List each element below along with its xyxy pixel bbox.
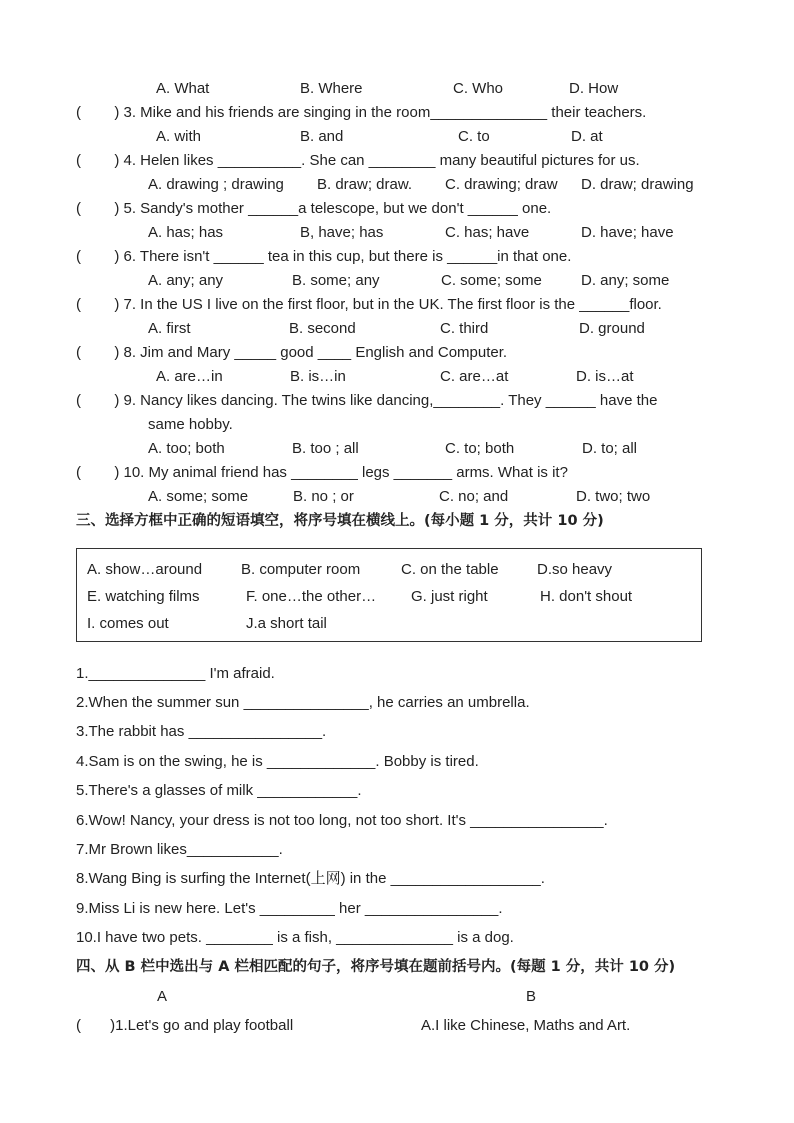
q6-option-a: A. any; any [148,272,224,289]
phrase-b: B. computer room [241,561,361,578]
match-answer-a: A.I like Chinese, Maths and Art. [421,1017,631,1034]
q9-option-b: B. too ; all [292,440,359,457]
q10-option-c: C. no; and [439,488,509,505]
fill-item-8: 8.Wang Bing is surfing the Internet(上网) in the __________________. [76,870,545,887]
question-9-continued: same hobby. [148,416,233,433]
phrase-box [76,548,702,642]
q5-option-d: D. have; have [581,224,674,241]
q9-option-c: C. to; both [445,440,515,457]
question-5: ( ) 5. Sandy's mother ______a telescope, but we don't ______ one. [76,200,552,217]
column-a-label: A [157,988,168,1005]
phrase-j: J.a short tail [246,615,327,632]
q7-option-c: C. third [440,320,489,337]
q10-option-b: B. no ; or [293,488,354,505]
fill-item-9: 9.Miss Li is new here. Let's _________ her ________________. [76,900,503,917]
fill-item-2: 2.When the summer sun _______________, he carries an umbrella. [76,694,530,711]
q2-option-a: A. What [156,80,210,97]
q6-option-d: D. any; some [581,272,670,289]
q4-option-b: B. draw; draw. [317,176,413,193]
q2-option-b: B. Where [300,80,363,97]
q7-option-b: B. second [289,320,356,337]
question-7: ( ) 7. In the US I live on the first floor, but in the UK. The first floor is the ______floor. [76,296,662,313]
fill-item-4: 4.Sam is on the swing, he is _____________. Bobby is tired. [76,753,479,770]
q8-option-c: C. are…at [440,368,509,385]
phrase-f: F. one…the other… [246,588,377,605]
q3-option-c: C. to [458,128,490,145]
question-9: ( ) 9. Nancy likes dancing. The twins like dancing,________. They ______ have the [76,392,658,409]
q4-option-d: D. draw; drawing [581,176,694,193]
q9-option-d: D. to; all [582,440,638,457]
q5-option-c: C. has; have [445,224,530,241]
question-10: ( ) 10. My animal friend has ________ legs _______ arms. What is it? [76,464,568,481]
q3-option-b: B. and [300,128,344,145]
q2-option-d: D. How [569,80,619,97]
match-question-1: ( )1.Let's go and play football [76,1017,294,1034]
q7-option-a: A. first [148,320,191,337]
q8-option-a: A. are…in [156,368,223,385]
q9-option-a: A. too; both [148,440,225,457]
q10-option-a: A. some; some [148,488,249,505]
q10-option-d: D. two; two [576,488,651,505]
fill-item-10: 10.I have two pets. ________ is a fish, ______________ is a dog. [76,929,514,946]
phrase-c: C. on the table [401,561,499,578]
phrase-e: E. watching films [87,588,200,605]
phrase-a: A. show…around [87,561,203,578]
q4-option-a: A. drawing ; drawing [148,176,284,193]
q6-option-c: C. some; some [441,272,542,289]
column-b-label: B [526,988,537,1005]
q3-option-d: D. at [571,128,603,145]
q3-option-a: A. with [156,128,202,145]
question-3: ( ) 3. Mike and his friends are singing in the room______________ their teachers. [76,104,647,121]
section-4-heading: 四、从 B 栏中选出与 A 栏相匹配的句子，将序号填在题前括号内。(每题 1 分，共计 10 分) [76,959,676,975]
section-3-heading: 三、选择方框中正确的短语填空，将序号填在横线上。(每小题 1 分，共计 10 分) [76,513,604,529]
question-4: ( ) 4. Helen likes __________. She can ________ many beautiful pictures for us. [76,152,640,169]
question-6: ( ) 6. There isn't ______ tea in this cup, but there is ______in that one. [76,248,572,265]
q5-option-a: A. has; has [148,224,224,241]
fill-item-5: 5.There's a glasses of milk ____________. [76,782,362,799]
fill-item-3: 3.The rabbit has ________________. [76,723,327,740]
fill-item-7: 7.Mr Brown likes___________. [76,841,283,858]
q4-option-c: C. drawing; draw [445,176,558,193]
fill-item-1: 1.______________ I'm afraid. [76,665,275,682]
phrase-h: H. don't shout [540,588,633,605]
phrase-d: D.so heavy [537,561,613,578]
q5-option-b: B, have; has [300,224,384,241]
question-8: ( ) 8. Jim and Mary _____ good ____ English and Computer. [76,344,508,361]
q8-option-d: D. is…at [576,368,634,385]
phrase-i: I. comes out [87,615,169,632]
phrase-g: G. just right [411,588,488,605]
q6-option-b: B. some; any [292,272,380,289]
q8-option-b: B. is…in [290,368,346,385]
fill-item-6: 6.Wow! Nancy, your dress is not too long, not too short. It's ________________. [76,812,608,829]
q7-option-d: D. ground [579,320,645,337]
q2-option-c: C. Who [453,80,504,97]
